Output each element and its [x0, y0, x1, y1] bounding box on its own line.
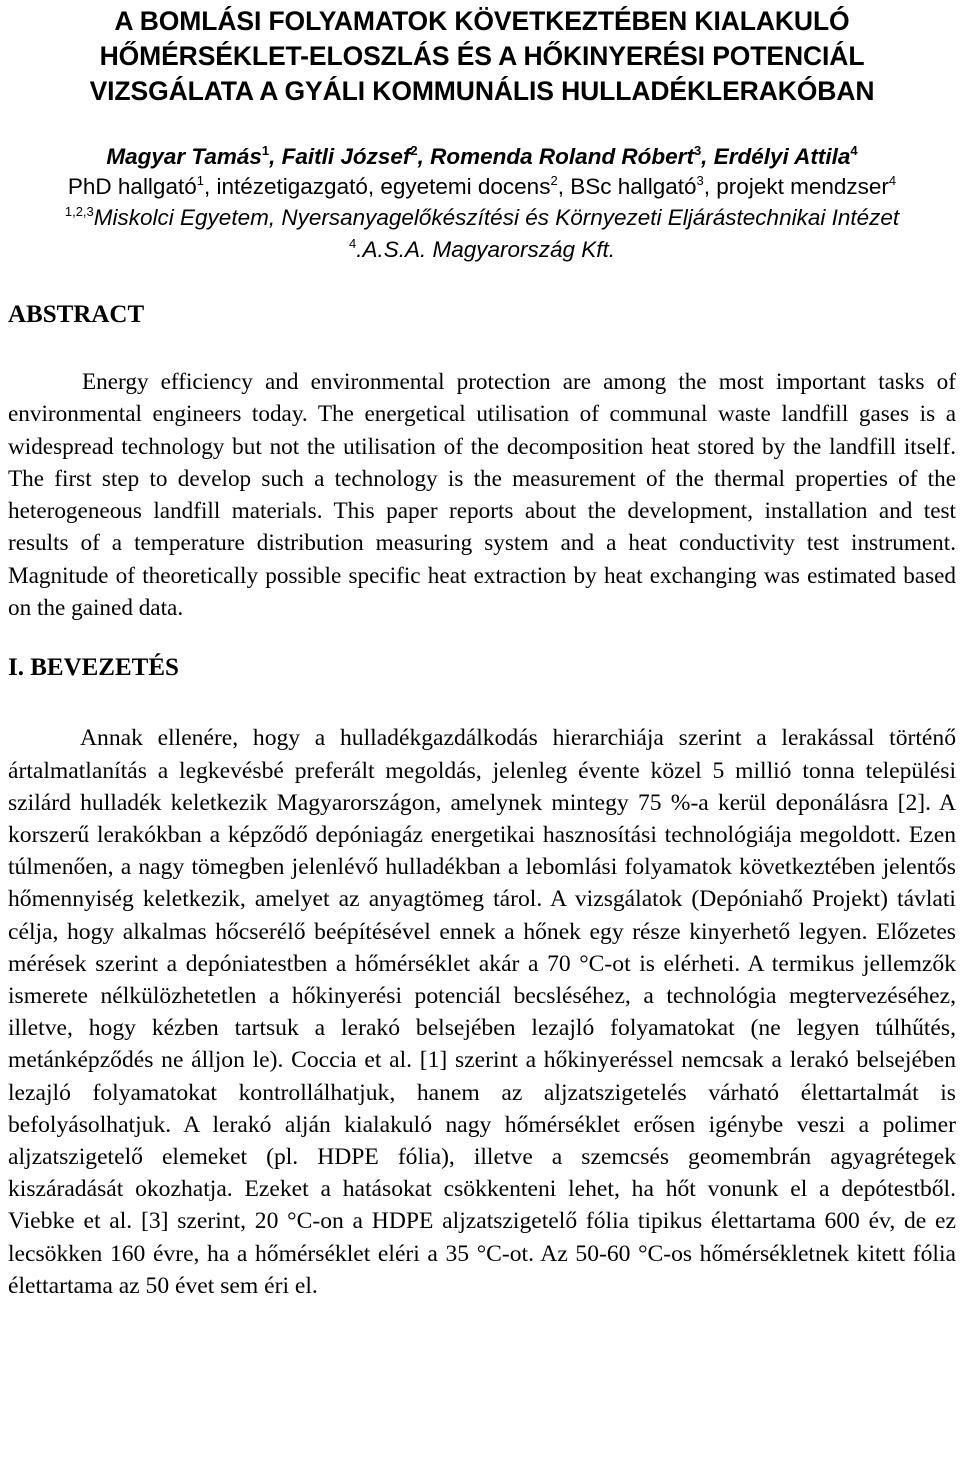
- role-sup: 1: [196, 173, 204, 188]
- role-separator: ,: [703, 174, 717, 199]
- title-line-3: VIZSGÁLATA A GYÁLI KOMMUNÁLIS HULLADÉKLERAKÓBAN: [89, 76, 875, 106]
- author-separator: ,: [417, 144, 431, 169]
- author-name: Magyar Tamás: [106, 144, 262, 169]
- affiliation-2: [8, 234, 956, 266]
- role-text: projekt mendzser: [716, 174, 889, 199]
- author-name: Romenda Roland Róbert: [430, 144, 694, 169]
- author-sup: 3: [693, 143, 702, 158]
- affiliation-1: [8, 202, 956, 234]
- role-text: intézetigazgató, egyetemi docens: [216, 174, 551, 199]
- role-sup: 4: [888, 173, 897, 188]
- author-sup: 2: [410, 143, 418, 158]
- affiliation-sup: 4: [348, 236, 357, 251]
- author-roles: [8, 172, 956, 202]
- author-list: [8, 142, 956, 172]
- role-text: BSc hallgató: [570, 174, 697, 199]
- author-sup: 1: [261, 143, 270, 158]
- title-line-2: HŐMÉRSÉKLET-ELOSZLÁS ÉS A HŐKINYERÉSI POTENCIÁL: [99, 41, 865, 71]
- author-name: Faitli József: [281, 144, 411, 169]
- affiliation-text: .A.S.A. Magyarország Kft.: [356, 237, 616, 262]
- role-text: PhD hallgató: [67, 174, 197, 199]
- author-name: Erdélyi Attila: [713, 144, 851, 169]
- intro-body: [8, 722, 956, 1302]
- affiliation-text: Miskolci Egyetem, Nyersanyagelőkészítési és Környezeti Eljárástechnikai Intézet: [93, 205, 900, 230]
- affiliation-sup: 1,2,3: [64, 204, 94, 219]
- abstract-paragraph: Energy efficiency and environmental protection are among the most important tasks of environmental engineers today. The energetical utilisation of communal waste landfill gases is a widespread technology but not the utilisation of the decomposition heat stored by the landfill itself. The first step to develop such a technology is the measurement of the thermal properties of the heterogeneous landfill materials. This paper reports about the development, installation and test results of a temperature distribution measuring system and a heat conductivity test instrument. Magnitude of theoretically possible specific heat extraction by heat exchanging was estimated based on the gained data.: [8, 369, 956, 622]
- author-sup: 4: [850, 143, 858, 158]
- role-separator: ,: [557, 174, 571, 199]
- author-separator: ,: [701, 144, 714, 169]
- role-sup: 2: [550, 173, 558, 188]
- paper-title: [8, 4, 956, 109]
- role-separator: ,: [203, 174, 217, 199]
- paper-page: [8, 0, 956, 1302]
- title-line-1: A BOMLÁSI FOLYAMATOK KÖVETKEZTÉBEN KIALAKULÓ: [114, 6, 850, 36]
- intro-heading: I. BEVEZETÉS: [8, 654, 179, 682]
- abstract-heading: ABSTRACT: [8, 301, 145, 328]
- intro-paragraph: Annak ellenére, hogy a hulladékgazdálkodás hierarchiája szerint a lerakással történő ártalmatlanítás a legkevésbé preferált megoldás, jelenleg évente közel 5 millió tonna települési szilárd hulladék keletkezik Magyarországon, amelynek mintegy 75 %-a kerül deponálásra [2]. A korszerű lerakókban a képződő depóniagáz energetikai hasznosítási technológiája megoldott. Ezen túlmenően, a nagy tömegben jelenlévő hulladékban a lebomlási folyamatok következtében jelentős hőmennyiség keletkezik, amelyet az anyagtömeg tárol. A vizsgálatok (Depóniahő Projekt) távlati célja, hogy alkalmas hőcserélő beépítésével ennek a hőnek egy része kinyerhető legyen. Előzetes mérések szerint a depóniatestben a hőmérséklet akár a 70 °C-ot is elérheti. A termikus jellemzők ismerete nélkülözhetetlen a hőkinyerési potenciál becsléséhez, a technológia megtervezéséhez, illetve, hogy kézben tartsuk a lerakó belsejében lezajló folyamatokat (ne legyen túlhűtés, metánképződés ne álljon le). Coccia et al. [1] szerint a hőkinyeréssel nemcsak a lerakó belsejében lezajló folyamatokat kontrollálhatjuk, hanem az aljzatszigetelés várható élettartalmát is befolyásolhatjuk. A lerakó alján kialakuló nagy hőmérséklet erősen igénybe veszi a polimer aljzatszigetelő elemeket (pl. HDPE fólia), illetve a szemcsés geomembrán agyagrétegek kiszáradását okozhatja. Ezeket a hatásokat csökkenteni lehet, ha hőt vonunk el a depótestből. Viebke et al. [3] szerint, 20 °C-on a HDPE aljzatszigetelő fólia tipikus élettartama 600 év, de ez lecsökken 160 évre, ha a hőmérséklet eléri a 35 °C-ot. Az 50-60 °C-os hőmérsékletnek kitett fólia élettartama az 50 évet sem éri el.: [8, 725, 956, 1299]
- author-separator: ,: [269, 144, 282, 169]
- abstract-body: [8, 366, 956, 624]
- role-sup: 3: [696, 173, 704, 188]
